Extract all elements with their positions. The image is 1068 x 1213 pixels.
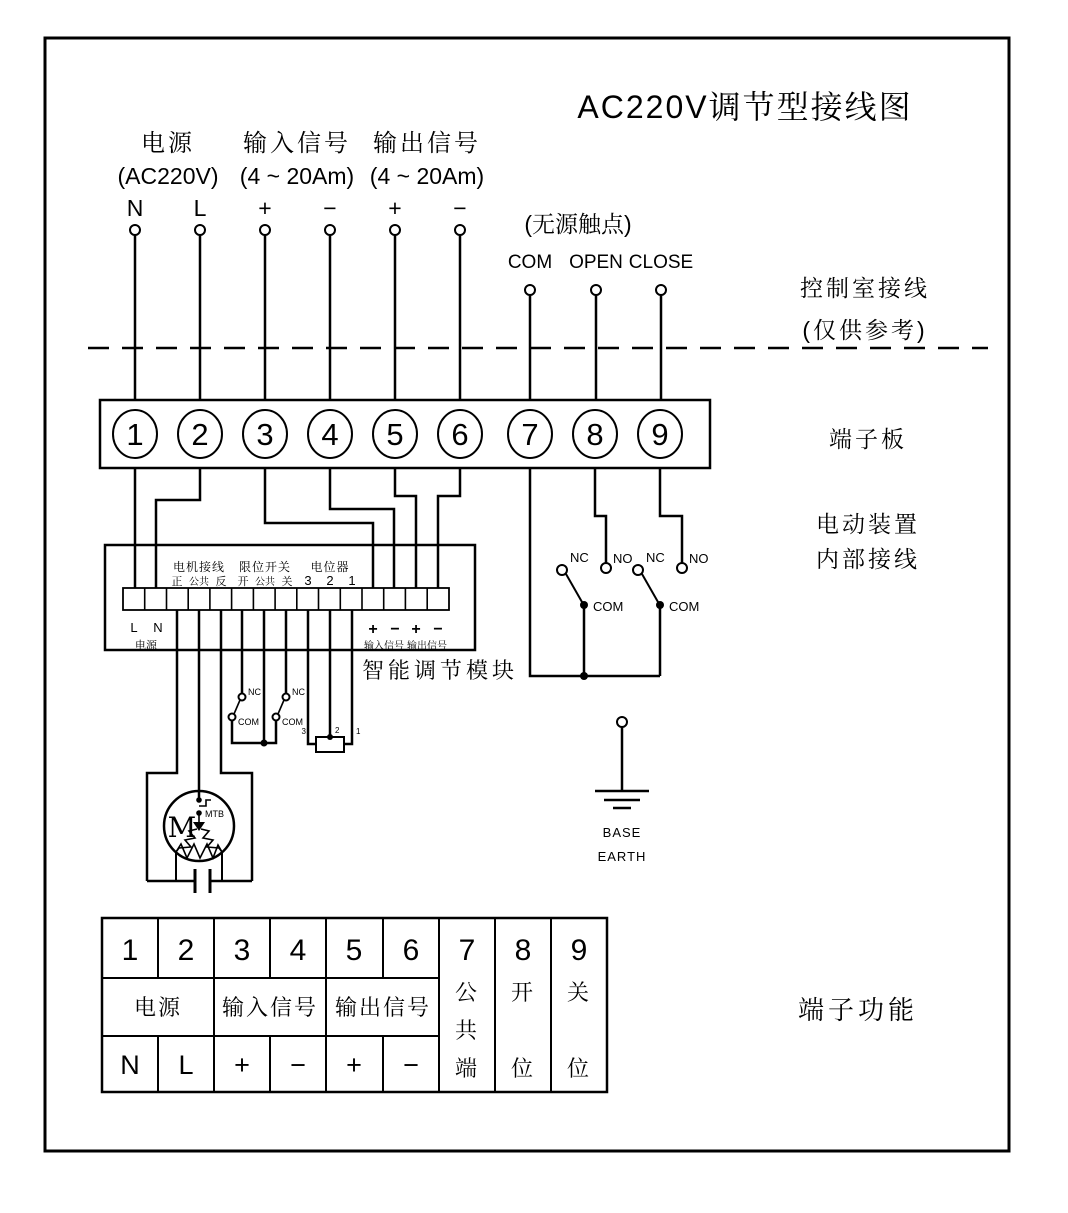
table-num-4: 4	[289, 934, 307, 967]
table-power-label: 电源	[133, 995, 183, 1020]
table-sym-plus2: +	[346, 1050, 362, 1080]
motor-pin-common: 公共	[189, 577, 209, 588]
module-name-label: 智能调节模块	[362, 658, 519, 683]
board-terminal-3: 3	[256, 417, 274, 452]
pot-resistor-1-label: 1	[356, 727, 361, 736]
board-terminal-8: 8	[586, 417, 604, 452]
control-room-note-1: 控制室接线	[800, 275, 930, 301]
pot-resistor-3-label: 3	[301, 727, 306, 736]
motor-mtb-label: MTB	[205, 809, 224, 819]
table-sym-l: L	[178, 1050, 194, 1080]
table-col8-char2: 位	[510, 1056, 536, 1081]
module-input-plus: +	[368, 621, 378, 638]
limit-switch1-com-label: COM	[238, 717, 259, 727]
pot-group-label: 电位器	[310, 560, 350, 574]
pot-pin-3: 3	[304, 573, 312, 588]
power-label: 电源	[141, 130, 195, 157]
table-sym-n: N	[120, 1050, 140, 1080]
terminal-board-note: 端子板	[829, 426, 907, 452]
limit-pin-open: 开	[237, 576, 249, 588]
switch2-nc-label: NC	[646, 550, 665, 565]
board-terminal-5: 5	[386, 417, 404, 452]
control-room-note-2: (仅供参考)	[802, 317, 928, 343]
pin-minus1-label: −	[323, 195, 337, 221]
pot-pin-1: 1	[348, 573, 356, 588]
table-input-label: 输入信号	[221, 995, 319, 1020]
switch2-no-label: NO	[689, 551, 709, 566]
table-sym-plus1: +	[234, 1050, 250, 1080]
com-terminal-label: COM	[507, 252, 553, 273]
pin-l-label: L	[193, 195, 207, 221]
board-terminal-1: 1	[126, 417, 144, 452]
module-output-label: 输出信号	[407, 641, 447, 652]
input-signal-sub-label: (4 ~ 20Am)	[239, 163, 355, 189]
table-num-7: 7	[458, 934, 476, 967]
switch1-com-label: COM	[593, 599, 624, 614]
table-output-label: 输出信号	[334, 995, 432, 1020]
output-signal-label: 输出信号	[373, 130, 481, 157]
table-num-2: 2	[177, 934, 195, 967]
power-sub-label: (AC220V)	[117, 163, 219, 189]
table-sym-minus2: −	[403, 1050, 419, 1080]
board-terminal-7: 7	[521, 417, 539, 452]
pin-plus2-label: +	[388, 195, 402, 221]
earth-label-earth: EARTH	[597, 849, 647, 864]
table-num-8: 8	[514, 934, 532, 967]
limit-switch2-com-label: COM	[282, 717, 303, 727]
module-output-minus: −	[433, 621, 443, 638]
pin-minus2-label: −	[453, 195, 467, 221]
input-signal-label: 输入信号	[243, 130, 351, 157]
table-col9-char1: 关	[566, 980, 592, 1005]
pot-pin-2: 2	[326, 573, 334, 588]
table-col9-char2: 位	[566, 1056, 592, 1081]
output-signal-sub-label: (4 ~ 20Am)	[369, 163, 485, 189]
limit-pin-close: 关	[281, 576, 293, 588]
pot-resistor-2-label: 2	[335, 726, 340, 735]
module-pin-n: N	[153, 620, 163, 635]
terminal-function-table	[102, 918, 607, 1092]
module-output-plus: +	[411, 621, 421, 638]
internal-wiring-note-1: 电动装置	[816, 511, 920, 537]
table-col7-char1: 公	[454, 980, 480, 1005]
table-sym-minus1: −	[290, 1050, 306, 1080]
passive-contact-label: (无源触点)	[524, 211, 632, 237]
motor-m-label: M	[167, 811, 197, 844]
module-pin-l: L	[130, 620, 138, 635]
motor-group-label: 电机接线	[172, 560, 226, 574]
table-num-5: 5	[345, 934, 363, 967]
pin-n-label: N	[126, 195, 144, 221]
limit-switch1-nc-label: NC	[248, 687, 261, 697]
board-terminal-9: 9	[651, 417, 669, 452]
earth-label-base: BASE	[602, 825, 642, 840]
table-col7-char3: 端	[454, 1056, 480, 1081]
terminal-board	[100, 400, 710, 468]
table-num-6: 6	[402, 934, 420, 967]
table-num-1: 1	[121, 934, 139, 967]
motor-pin-forward: 正	[171, 576, 183, 588]
terminal-function-note: 端子功能	[797, 995, 919, 1025]
switch1-nc-label: NC	[570, 550, 589, 565]
module-power-label: 电源	[135, 640, 157, 652]
table-num-3: 3	[233, 934, 251, 967]
open-terminal-label: OPEN	[569, 252, 623, 273]
table-col7-char2: 共	[454, 1018, 480, 1043]
module-input-label: 输入信号	[364, 641, 404, 652]
diagram-title: AC220V调节型接线图	[577, 89, 913, 125]
board-terminal-2: 2	[191, 417, 209, 452]
table-col8-char1: 开	[510, 980, 536, 1005]
switch1-no-label: NO	[613, 551, 633, 566]
motor-pin-reverse: 反	[215, 576, 227, 588]
board-terminal-6: 6	[451, 417, 469, 452]
limit-switch2-nc-label: NC	[292, 687, 305, 697]
board-terminal-4: 4	[321, 417, 339, 452]
limit-group-label: 限位开关	[238, 560, 292, 574]
switch2-com-label: COM	[669, 599, 700, 614]
close-terminal-label: CLOSE	[628, 252, 694, 273]
pin-plus1-label: +	[258, 195, 272, 221]
table-num-9: 9	[570, 934, 588, 967]
module-input-minus: −	[390, 621, 400, 638]
limit-pin-common: 公共	[255, 577, 275, 588]
internal-wiring-note-2: 内部接线	[816, 546, 920, 572]
